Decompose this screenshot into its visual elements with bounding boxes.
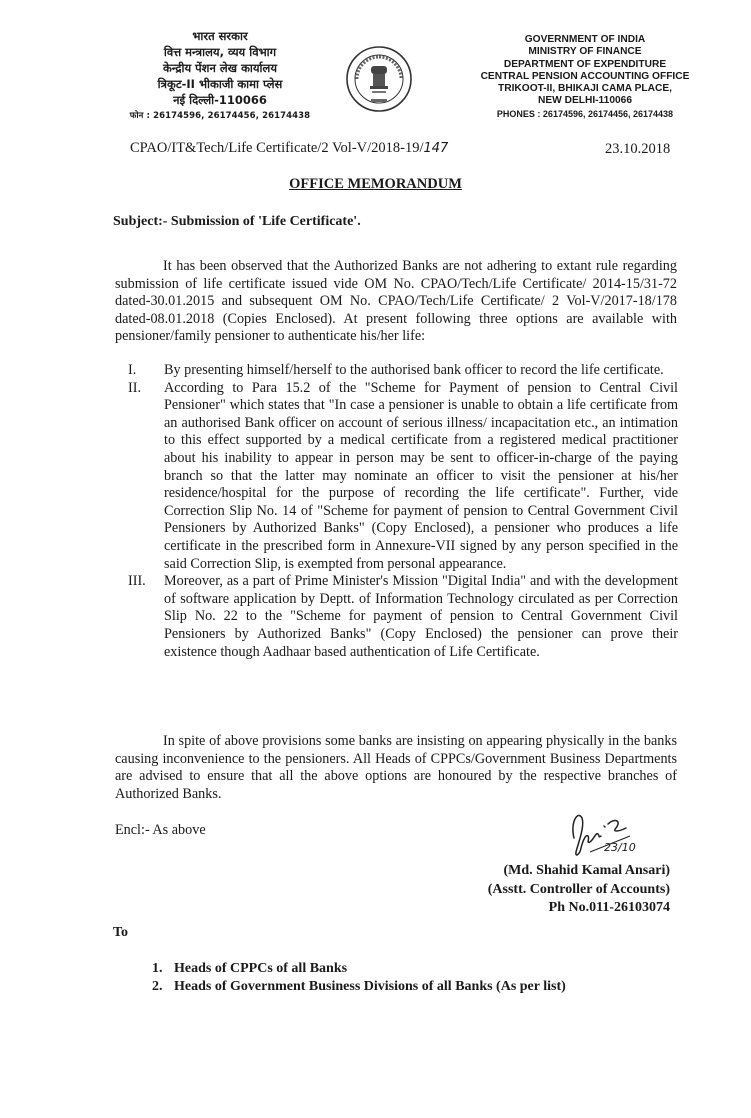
- list-item-number: I.: [128, 362, 137, 378]
- signature-date: 23/10: [604, 841, 636, 854]
- intro-paragraph: [115, 258, 677, 346]
- english-line-3: DEPARTMENT OF EXPENDITURE: [503, 58, 667, 70]
- to-label: To: [113, 925, 129, 940]
- intro-paragraph-text: It has been observed that the Authorized Banks are not adhering to extant rule regarding submission of life certificate issued vide OM No. CPAO/Tech/Life Certificate/ 2014-15/31-72 dated-30.01.2015 and subsequent OM No. CPAO/Tech/Life Certificate/ 2 Vol-V/2017-18/178 dated-08.01.2018 (Copies Enclosed). At present following three options are available with pensioner/family pensioner to authenticate his/her life:: [115, 258, 677, 345]
- english-phone: PHONES : 26174596, 26174456, 26174438: [496, 108, 674, 119]
- reference-number: [130, 140, 448, 157]
- enclosure-note: Encl:- As above: [115, 822, 206, 838]
- subject-line: Subject:- Submission of 'Life Certificate'.: [113, 214, 361, 229]
- list-item: [128, 573, 678, 661]
- list-item: [128, 362, 678, 380]
- recipients-list: [152, 960, 566, 996]
- handwritten-reference-suffix: 147: [423, 141, 449, 156]
- reference-number-text: CPAO/IT&Tech/Life Certificate/2 Vol-V/2018-19/: [130, 140, 424, 156]
- list-item-text: Moreover, as a part of Prime Minister's Mission "Digital India" and with the development of software application by Deptt. of Information Technology circulated as per Correction Slip No. 22 to the "Scheme for payment of pension to Central Government Civil Pensioners by Authorized Banks" (Copy Enclosed) the pensioner can prove their existence though Aadhaar based authentication of Life Certificate.: [164, 573, 678, 660]
- english-line-1: GOVERNMENT OF INDIA: [524, 34, 646, 45]
- list-item: [152, 960, 566, 978]
- signatory-phone: Ph No.011-26103074: [548, 900, 670, 915]
- hindi-line-3: केन्द्रीय पेंशन लेख कार्यालय: [162, 61, 277, 75]
- english-line-5: TRIKOOT-II, BHIKAJI CAMA PLACE,: [498, 83, 672, 95]
- handwritten-signature-icon: [566, 808, 636, 863]
- english-line-4: CENTRAL PENSION ACCOUNTING OFFICE: [480, 70, 690, 82]
- page-title: OFFICE MEMORANDUM: [289, 176, 462, 192]
- list-item-text: According to Para 15.2 of the "Scheme for Payment of pension to Central Civil Pensioner" which states that "In case a pensioner is unable to obtain a life certificate from an authorised Bank officer on account of serious illness/ incapacitation etc., an intimation to this effect supported by a medical certificate from a registered medical practitioner about his inability to appear in person may be sent to officer-in-charge of the paying branch so that the latter may nominate an officer to visit the pensioner at his/her residence/hospital for the purpose of recording the life certificate". Further, vide Correction Slip No. 14 of "Scheme for payment of pension to Central Government Civil Pensioners by Authorized Banks" (Copy Enclosed), a pensioner who produces a life certificate in the prescribed form in Annexure-VII signed by any person specified in the said Correction Slip, is exempted from personal appearance.: [164, 379, 678, 572]
- hindi-letterhead: [100, 28, 340, 124]
- hindi-phone: फोन : 26174596, 26174456, 26174438: [129, 111, 311, 121]
- list-item: [152, 978, 566, 996]
- hindi-line-2: वित्त मन्त्रालय, व्यय विभाग: [163, 45, 277, 59]
- english-line-2: MINISTRY OF FINANCE: [528, 46, 642, 58]
- list-item-number: 2.: [152, 979, 163, 994]
- options-list: [128, 362, 678, 661]
- list-item-text: Heads of Government Business Divisions of all Banks (As per list): [174, 979, 566, 994]
- list-item-text: Heads of CPPCs of all Banks: [174, 961, 348, 976]
- closing-paragraph: [115, 733, 677, 803]
- hindi-line-5: नई दिल्ली-110066: [173, 93, 267, 107]
- signatory-designation: (Asstt. Controller of Accounts): [487, 881, 670, 897]
- list-item: [128, 380, 678, 574]
- closing-paragraph-text: In spite of above provisions some banks are insisting on appearing physically in the banks causing inconvenience to the pensioners. All Heads of CPPCs/Government Business Departments are advised to ensure that all the above options are honoured by the respective branches of Authorized Banks.: [115, 733, 677, 802]
- list-item-text: By presenting himself/herself to the authorised bank officer to record the life certificate.: [164, 362, 664, 378]
- list-item-number: 1.: [152, 961, 163, 976]
- list-item-number: III.: [128, 573, 146, 590]
- hindi-line-1: भारत सरकार: [192, 29, 248, 43]
- english-line-6: NEW DELHI-110066: [538, 95, 632, 107]
- signatory-name: (Md. Shahid Kamal Ansari): [503, 863, 670, 878]
- hindi-line-4: त्रिकूट-II भीकाजी कामा प्लेस: [157, 77, 283, 91]
- signature-block: [470, 862, 670, 918]
- list-item-number: II.: [128, 379, 141, 396]
- memo-date: 23.10.2018: [605, 141, 671, 157]
- emblem-seal-icon: [344, 44, 414, 114]
- english-letterhead: [440, 34, 730, 120]
